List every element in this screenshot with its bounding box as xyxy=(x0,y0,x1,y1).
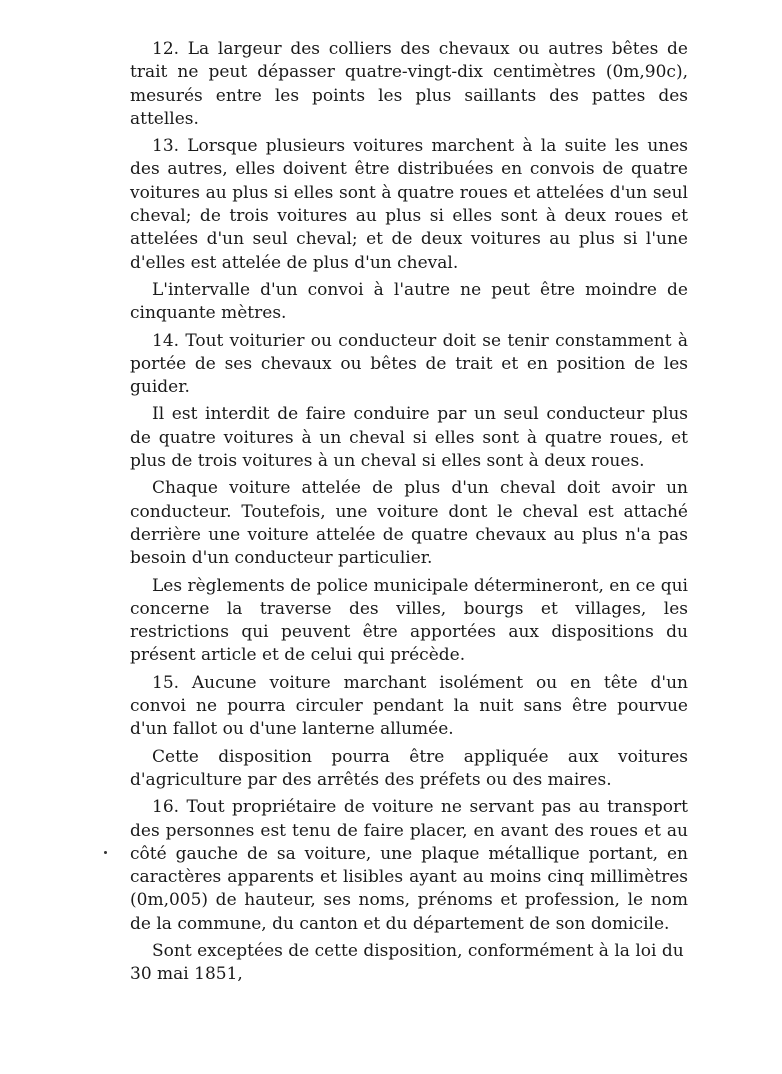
margin-ink-speck xyxy=(104,851,107,854)
paragraph-municipal-regulations: Les règlements de police municipale détermineront, en ce qui concerne la traverse des villes, bourgs et villages, les restrictions qui peuvent être apportées aux dispositions du présent article et de celui qui précède. xyxy=(130,575,688,666)
paragraph-article-13: 13. Lorsque plusieurs voitures marchent à la suite les unes des autres, elles doivent être distribuées en convois de quatre voitures au plus si elles sont à quatre roues et attelées d'un seul cheval; de trois voitures au plus si elles sont à deux roues et attelées d'un seul cheval; et de deux voitures au plus si l'une d'elles est attelée de plus d'un cheval. xyxy=(130,136,688,273)
paragraph-driver-required: Chaque voiture attelée de plus d'un cheval doit avoir un conducteur. Toutefois, une voiture dont le cheval est attaché derrière une voiture attelée de quatre chevaux au plus n'a pas besoin d'un conducteur particulier. xyxy=(130,478,688,569)
document-page xyxy=(130,38,688,991)
paragraph-single-driver-limit: Il est interdit de faire conduire par un seul conducteur plus de quatre voitures à un cheval si elles sont à quatre roues, et plus de trois voitures à un cheval si elles sont à deux roues. xyxy=(130,404,688,472)
paragraph-exceptions: Sont exceptées de cette disposition, conformément à la loi du 30 mai 1851, xyxy=(130,940,684,985)
paragraph-convoy-interval: L'intervalle d'un convoi à l'autre ne peut être moindre de cinquante mètres. xyxy=(130,279,688,324)
paragraph-article-12: 12. La largeur des colliers des chevaux ou autres bêtes de trait ne peut dépasser quatre-vingt-dix centimètres (0m,90c), mesurés entre les points les plus saillants des pattes des attelles. xyxy=(130,39,688,129)
paragraph-agriculture-vehicles: Cette disposition pourra être appliquée aux voitures d'agriculture par des arrêtés des préfets ou des maires. xyxy=(130,746,688,790)
paragraph-article-16: 16. Tout propriétaire de voiture ne servant pas au transport des personnes est tenu de faire placer, en avant des roues et au côté gauche de sa voiture, une plaque métallique portant, en caractères apparents et lisibles ayant au moins cinq millimètres (0m,005) de hauteur, ses noms, prénoms et profession, le nom de la commune, du canton et du département de son domicile. xyxy=(130,797,688,934)
paragraph-article-15: 15. Aucune voiture marchant isolément ou en tête d'un convoi ne pourra circuler pendant la nuit sans être pourvue d'un fallot ou d'une lanterne allumée. xyxy=(130,672,688,740)
paragraph-article-14: 14. Tout voiturier ou conducteur doit se tenir constamment à portée de ses chevaux ou bêtes de trait et en position de les guider. xyxy=(130,330,688,398)
